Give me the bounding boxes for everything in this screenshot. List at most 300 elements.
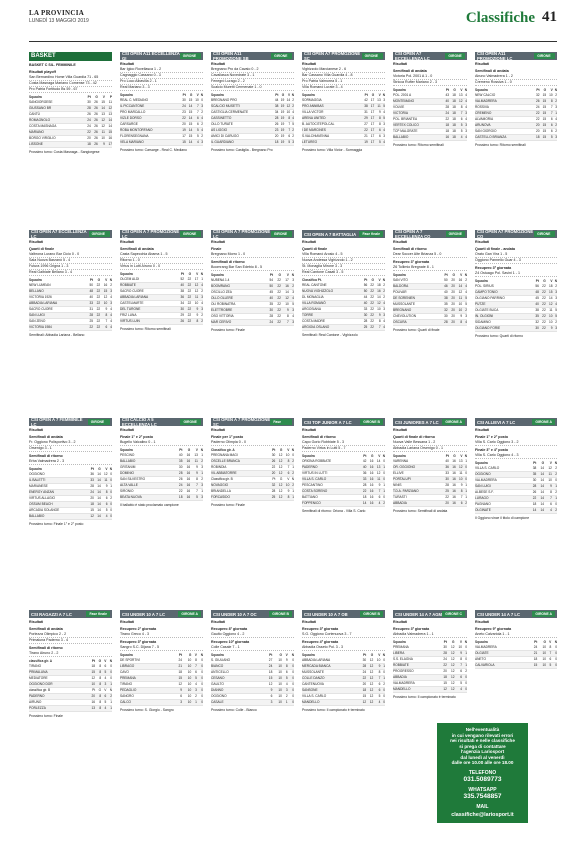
table-cell: CANTENUOVA <box>302 682 359 688</box>
table-cell: 14 <box>105 118 112 124</box>
result-line: Dear Soccer Alte Brianza 5 - 0 <box>393 252 467 258</box>
table-cell: 12 <box>359 700 366 706</box>
table-cell: 22 <box>539 284 546 290</box>
table-cell: 15 <box>439 681 447 687</box>
table-cell: VALMADRERA <box>393 681 439 687</box>
table-cell: 45 <box>265 290 273 296</box>
table-cell: 5 <box>456 129 463 135</box>
table-cell: 10 <box>182 694 191 700</box>
result-line: Risultati <box>475 428 490 432</box>
table-cell: VARENNA <box>393 459 442 465</box>
standings-table <box>302 454 385 507</box>
column-header: V <box>549 461 552 465</box>
result-line: Semifinali di ritorno <box>29 646 63 650</box>
result-line: Risultati <box>120 620 135 624</box>
next-round-note: Prossimo turno: Finale <box>211 503 245 507</box>
table-cell: COSTA MASNAGA <box>29 124 84 130</box>
section-title: Classifiche <box>465 10 535 26</box>
result-line: Risultati <box>120 62 135 66</box>
whatsapp-label: WHATSAPP <box>468 786 497 793</box>
table-cell: 44 <box>273 98 279 104</box>
table-cell: 19 <box>278 110 284 116</box>
table-cell: G <box>275 477 282 483</box>
table-cell: 22 <box>439 663 447 669</box>
table-cell: 2 <box>552 472 557 478</box>
table-cell: 35 <box>528 472 536 478</box>
standings-grid <box>29 52 557 822</box>
table-cell: 4 <box>289 296 294 302</box>
table-cell: 24 <box>529 645 538 651</box>
table-cell: 18 <box>175 495 183 501</box>
table-cell: 24 <box>265 320 273 326</box>
table-cell: 14 <box>186 128 192 134</box>
table-cell: 1 <box>289 465 294 471</box>
next-round-note: Il ballabio è stato proclamato campione <box>120 503 179 507</box>
table-cell: 6 <box>546 657 551 663</box>
column-header: G <box>98 467 101 471</box>
table-cell: 3 <box>381 98 385 104</box>
column-header: Pt <box>445 454 449 458</box>
table-row <box>302 140 385 146</box>
column-header: Squadra <box>393 454 406 458</box>
table-cell: 22 <box>539 314 546 320</box>
table-cell: 35 <box>532 314 539 320</box>
table-cell: 18 <box>449 93 456 99</box>
next-round-note: Prossimo turno: Il campionato è terminato <box>302 708 365 712</box>
result-line: Vighizzolo Marcianese 2 - 6 <box>302 67 385 73</box>
table-cell: 12 <box>275 489 282 495</box>
result-line: Recupero 3ª giornata <box>393 627 430 631</box>
table-cell: 3 <box>381 307 385 313</box>
result-line: Scalcio Muretti Cermenate 1 - 0 <box>211 85 294 91</box>
table-cell: 15 <box>100 289 107 295</box>
table-cell: 24 <box>175 483 183 489</box>
league-title <box>393 610 467 618</box>
column-header: V <box>378 454 381 458</box>
table-cell: 4 <box>198 301 203 307</box>
table-cell: 1 <box>108 484 112 490</box>
table-cell: 16 <box>449 495 456 501</box>
table-cell: OLGIANO FORIE <box>475 326 532 332</box>
table-cell: 1 <box>106 700 112 706</box>
table-cell: 3 <box>101 682 106 688</box>
table-cell: 34 <box>273 110 279 116</box>
table-cell: 25 <box>86 319 93 325</box>
table-cell: 7 <box>373 489 380 495</box>
table-cell: 0 <box>462 681 467 687</box>
table-cell: 20 <box>448 308 455 314</box>
table-cell: VIRTUS IN LUTTI <box>302 471 359 477</box>
column-header: V <box>549 640 552 644</box>
table-cell: OLGIATE BUCA <box>475 308 532 314</box>
column-header: Pt <box>182 93 186 97</box>
table-cell: 8 <box>95 682 101 688</box>
table-cell: 3 <box>463 123 467 129</box>
table-cell: OSCURA <box>393 320 440 326</box>
next-round-note: Prossimo turno: Finale <box>29 714 63 718</box>
table-cell: 21 <box>529 651 538 657</box>
table-cell: 17 <box>368 116 374 122</box>
league-title-text: CSI UNDER 10 A 7 OC <box>213 611 257 617</box>
table-cell: BREGNANO <box>393 308 440 314</box>
table-cell: 4 <box>381 325 385 331</box>
standings-table <box>393 640 467 693</box>
column-header: N <box>291 93 294 97</box>
table-cell: 6 <box>192 122 198 128</box>
table-row <box>302 501 385 507</box>
table-cell: FOPPENICO <box>302 501 359 507</box>
table-cell: 10 <box>546 320 553 326</box>
table-cell: 13 <box>86 706 95 712</box>
table-cell: 8 <box>456 489 463 495</box>
table-cell: 0 <box>380 700 385 706</box>
table-cell: 18 <box>87 502 94 508</box>
table-cell: 13 <box>374 98 380 104</box>
table-cell: CARSARGE <box>120 122 179 128</box>
table-cell: 30 <box>528 478 536 484</box>
table-cell: 22 <box>184 319 191 325</box>
phone-label: TELEFONO <box>468 769 497 776</box>
column-header: N <box>554 640 557 644</box>
table-cell: 22 <box>93 301 100 307</box>
table-cell: PREMANA <box>120 676 173 682</box>
next-round-note: Il Oggiono vince il titolo di campione <box>475 516 530 520</box>
table-cell: 10 <box>272 682 282 688</box>
table-cell: 3 <box>289 290 294 296</box>
result-line: Risultati <box>302 620 317 624</box>
errata-notice <box>437 723 528 823</box>
table-cell: 14 <box>536 508 544 514</box>
table-cell: 50 <box>86 283 93 289</box>
table-cell: 3 <box>553 290 557 296</box>
league-title-text: CSI RAGAZZI A 7 LC <box>31 611 72 617</box>
table-cell: 2 <box>282 694 288 700</box>
table-cell: 20 <box>84 136 91 142</box>
result-line: San Bernardino Home Villa Guardia 71 - 65 <box>29 75 112 81</box>
table-cell: 9 <box>282 489 289 495</box>
table-cell: 20 <box>448 320 455 326</box>
column-header: V <box>196 272 199 276</box>
table-cell: 14 <box>455 284 462 290</box>
table-cell: 12 <box>374 301 381 307</box>
table-cell: 2 <box>199 134 203 140</box>
table-cell: MUSSOLANTE <box>302 670 359 676</box>
league-title-text: CSI OPEN A 7 ECCELLENZA CO <box>395 230 431 239</box>
table-cell: ALVAMORIA <box>475 117 533 123</box>
table-cell: 12 <box>366 688 373 694</box>
standings-table <box>393 454 467 507</box>
league-title <box>211 610 294 618</box>
result-line: Risultati <box>120 428 135 432</box>
column-header: V <box>287 448 290 452</box>
standings-table <box>211 93 294 146</box>
table-cell: 10 <box>272 700 282 706</box>
league-block <box>302 610 385 788</box>
table-cell: 30 <box>440 314 447 320</box>
table-cell: 31 <box>361 110 367 116</box>
table-cell: 30 <box>442 477 449 483</box>
table-cell: 19 <box>361 140 367 146</box>
table-cell: COLLE DANZO <box>302 676 359 682</box>
table-cell: 14 <box>94 490 101 496</box>
table-cell: PUTZE <box>475 302 532 308</box>
table-cell: 0 <box>197 694 203 700</box>
table-cell: PRO ANNIBAS <box>302 104 361 110</box>
table-cell: 9 <box>374 110 380 116</box>
table-cell: 52 <box>177 277 184 283</box>
column-header: Classifica gir. A <box>211 448 235 452</box>
result-line: Risultati <box>211 240 226 244</box>
table-cell: CAMPO TONIO <box>475 290 532 296</box>
table-cell: 16 <box>366 489 373 495</box>
column-header: Pt <box>535 279 539 283</box>
table-cell: PESCANTINO <box>302 483 359 489</box>
table-cell: 14 <box>94 478 101 484</box>
result-line: Semifinali di ritorno <box>393 247 427 251</box>
table-cell: 15 <box>546 290 553 296</box>
column-header: Classifica Pt. <box>302 278 322 282</box>
table-cell: 0 <box>380 471 385 477</box>
table-cell: 10 <box>455 308 462 314</box>
table-cell: 10 <box>272 676 282 682</box>
table-cell: 10 <box>281 302 289 308</box>
league-block <box>393 52 467 230</box>
table-cell: 35 <box>265 302 273 308</box>
table-cell: 40 <box>359 465 366 471</box>
column-header: Pt <box>534 640 538 644</box>
table-cell: 4 <box>289 314 294 320</box>
table-cell: 14 <box>94 496 101 502</box>
table-cell: 2 <box>290 98 294 104</box>
table-cell: 2 <box>553 284 557 290</box>
table-cell: 18 <box>449 135 456 141</box>
table-cell: ROMAGNOLO <box>29 118 84 124</box>
table-cell: 0 <box>197 670 203 676</box>
table-cell: 14 <box>373 459 380 465</box>
table-cell: 3 <box>107 301 112 307</box>
issue-date: LUNEDÌ 13 MAGGIO 2019 <box>29 18 89 24</box>
next-round-note: Prossimo turno: Finale 1° e 2° posto <box>29 522 84 526</box>
result-line: Risultati <box>211 620 226 624</box>
table-cell: 0 <box>380 670 385 676</box>
table-cell: 0 <box>463 477 467 483</box>
league-block <box>393 230 467 408</box>
league-block <box>211 52 294 230</box>
table-cell: 20 <box>448 278 455 284</box>
table-cell: 30 <box>359 658 366 664</box>
table-cell: 2 <box>381 283 385 289</box>
table-cell: SACRO CUORE <box>29 307 86 313</box>
table-cell: 17 <box>191 277 198 283</box>
table-cell: 2 <box>290 128 294 134</box>
result-line: Victoria Pol. 2001 A 1 - 0 <box>393 74 467 80</box>
table-cell: VILLA S. CARLO <box>475 466 528 472</box>
table-cell: GIUSSANO BR <box>29 106 84 112</box>
table-cell: 5 <box>192 134 198 140</box>
result-line: Aneto Calvariola 1 - 1 <box>475 632 557 638</box>
table-cell: OSO VITTORIA <box>211 314 265 320</box>
group-badge: GIRONE A <box>442 419 465 425</box>
table-row <box>393 501 467 507</box>
table-cell: 8 <box>282 495 289 501</box>
table-cell: 3 <box>463 129 467 135</box>
table-cell: 15 <box>86 670 95 676</box>
table-cell: 22 <box>539 308 546 314</box>
table-cell: 19 <box>179 128 185 134</box>
table-cell: 19 <box>278 128 284 134</box>
result-line: Virtus in Lutti Airuno 0 - 0 <box>120 264 203 270</box>
table-cell: VALMADRERA <box>475 478 528 484</box>
table-cell: 17 <box>368 140 374 146</box>
league-title-text: CSI UNDER 10 A 7 OB <box>304 611 348 617</box>
table-cell: 2 <box>289 284 294 290</box>
result-line: S.G. Oggiono Cortenuova 3 - 7 <box>302 632 385 638</box>
table-cell: 17 <box>368 122 374 128</box>
group-badge: GIRONE B <box>269 611 292 617</box>
table-cell: 16 <box>182 465 190 471</box>
league-block <box>120 230 203 408</box>
table-cell: 1 <box>462 663 467 669</box>
table-cell: OSCILLO ZEA <box>211 290 265 296</box>
table-cell: 12 <box>275 471 282 477</box>
table-cell: 12 <box>366 670 373 676</box>
table-cell: 3 <box>463 111 467 117</box>
table-cell: 2 <box>289 483 294 489</box>
table-cell: 10 <box>272 664 282 670</box>
table-cell: 14 <box>359 501 366 507</box>
table-cell: 0 <box>106 670 112 676</box>
column-header: Pt <box>364 93 368 97</box>
table-cell: VALMADRERA <box>475 645 529 651</box>
table-cell: PRO MARCALLO <box>120 110 179 116</box>
result-line: Recupero 3ª giornata <box>475 266 512 270</box>
table-cell: 20 <box>87 496 94 502</box>
table-cell: 14 <box>528 508 536 514</box>
table-cell: VALMADRERA <box>475 99 533 105</box>
column-header: G <box>187 448 191 452</box>
table-cell: DIANNO <box>211 688 263 694</box>
table-cell: VOLVIE <box>393 105 442 111</box>
table-cell: 12 <box>173 682 182 688</box>
table-cell: 33 <box>359 477 366 483</box>
column-header: V <box>378 653 381 657</box>
result-line: Risultati <box>393 62 408 66</box>
table-cell: 14 <box>536 466 544 472</box>
table-cell: 1 <box>282 700 288 706</box>
table-cell: 50 <box>361 289 368 295</box>
table-cell: MAR CERIVO <box>211 320 265 326</box>
table-cell: VILLA ROMANÒ <box>302 301 361 307</box>
table-cell: 4 <box>381 110 385 116</box>
table-cell: 28 <box>175 471 183 477</box>
table-cell: 4 <box>463 117 467 123</box>
league-title-text: CSI ALLIEVI A 7 LC <box>477 419 516 425</box>
table-cell: 4 <box>381 319 385 325</box>
table-cell: 4 <box>107 313 112 319</box>
table-cell: 38 <box>177 289 184 295</box>
table-cell: PADERNO <box>29 694 86 700</box>
table-cell: 22 <box>367 307 374 313</box>
table-cell: 19 <box>278 116 284 122</box>
table-cell: 22 <box>539 290 546 296</box>
table-cell: ABBADIA <box>393 501 442 507</box>
table-cell: 27 <box>263 658 273 664</box>
league-block <box>29 230 112 408</box>
table-cell: 14 <box>284 98 290 104</box>
table-cell: MARIANO <box>29 130 84 136</box>
table-cell: 48 <box>532 290 539 296</box>
table-cell: SAN LUIGI <box>29 313 86 319</box>
notice-line: nei risultati e nelle classifiche <box>450 738 515 743</box>
league-title-text: CSI UNDER 10 A 7 LC <box>122 611 165 617</box>
table-cell: 20 <box>448 290 455 296</box>
league-title-text: CSI CALCIO A 5 ECCELLENZA LC <box>122 418 157 427</box>
table-cell: 13 <box>98 112 105 118</box>
table-cell: 16 <box>281 284 289 290</box>
table-cell: 54 <box>265 278 273 284</box>
table-cell: DEL TURONE <box>120 307 177 313</box>
table-cell: MONTEMANO <box>393 99 442 105</box>
result-line: Capo Gorio Robbiate 5 - 3 <box>302 440 385 446</box>
table-cell: CALVARIOLA <box>475 663 529 669</box>
result-line: Paderno Virtus in Lutti 5 - 7 <box>302 446 385 452</box>
result-line: Risultati <box>211 62 226 66</box>
table-cell: 4 <box>101 676 106 682</box>
table-cell: 6 <box>173 694 182 700</box>
table-cell: OLLO TURATE <box>211 122 273 128</box>
league-title <box>475 610 557 618</box>
notice-text <box>440 727 525 766</box>
table-cell: 3 <box>289 308 294 314</box>
table-cell: CAVO <box>120 670 173 676</box>
table-cell: 2 <box>553 93 557 99</box>
table-cell: 19 <box>278 122 284 128</box>
table-cell: 10 <box>272 670 282 676</box>
column-header: Pt <box>536 88 540 92</box>
table-cell: 16 <box>449 483 456 489</box>
column-header: G <box>453 88 456 92</box>
table-cell: 56 <box>532 284 539 290</box>
table-cell: 5 <box>282 676 288 682</box>
column-header: G <box>370 653 374 657</box>
table-cell: 16 <box>449 489 456 495</box>
table-cell: 28 <box>265 314 273 320</box>
result-line: Recupero 8° giornata <box>211 627 248 631</box>
table-cell: 14 <box>536 478 544 484</box>
group-badge: GIRONE B <box>534 53 555 59</box>
column-header: N <box>464 88 467 92</box>
league-block <box>211 230 294 408</box>
table-cell: TORRE <box>302 313 361 319</box>
table-cell: 4 <box>198 283 203 289</box>
table-cell: 8 <box>95 706 101 712</box>
table-cell: 14 <box>94 508 101 514</box>
column-header: G <box>97 278 101 282</box>
table-cell: 36 <box>359 471 366 477</box>
table-cell: 8 <box>455 320 462 326</box>
table-cell: VICTORIA 1984 <box>29 325 86 331</box>
table-cell: ABBADIA LARIANA <box>29 301 86 307</box>
column-header: V <box>378 278 381 282</box>
table-cell: V <box>282 477 289 483</box>
table-cell: 15 <box>186 134 192 140</box>
table-cell: ORIONA ROBBIATE <box>302 459 359 465</box>
result-line: Abbadia Lariana Orsenigo 0 - 1 <box>393 446 467 452</box>
table-cell: B. AUTOCITEPOLCAL <box>302 122 361 128</box>
table-cell: 20 <box>448 302 455 308</box>
table-cell: 4 <box>282 682 288 688</box>
table-cell: 0 <box>197 676 203 682</box>
